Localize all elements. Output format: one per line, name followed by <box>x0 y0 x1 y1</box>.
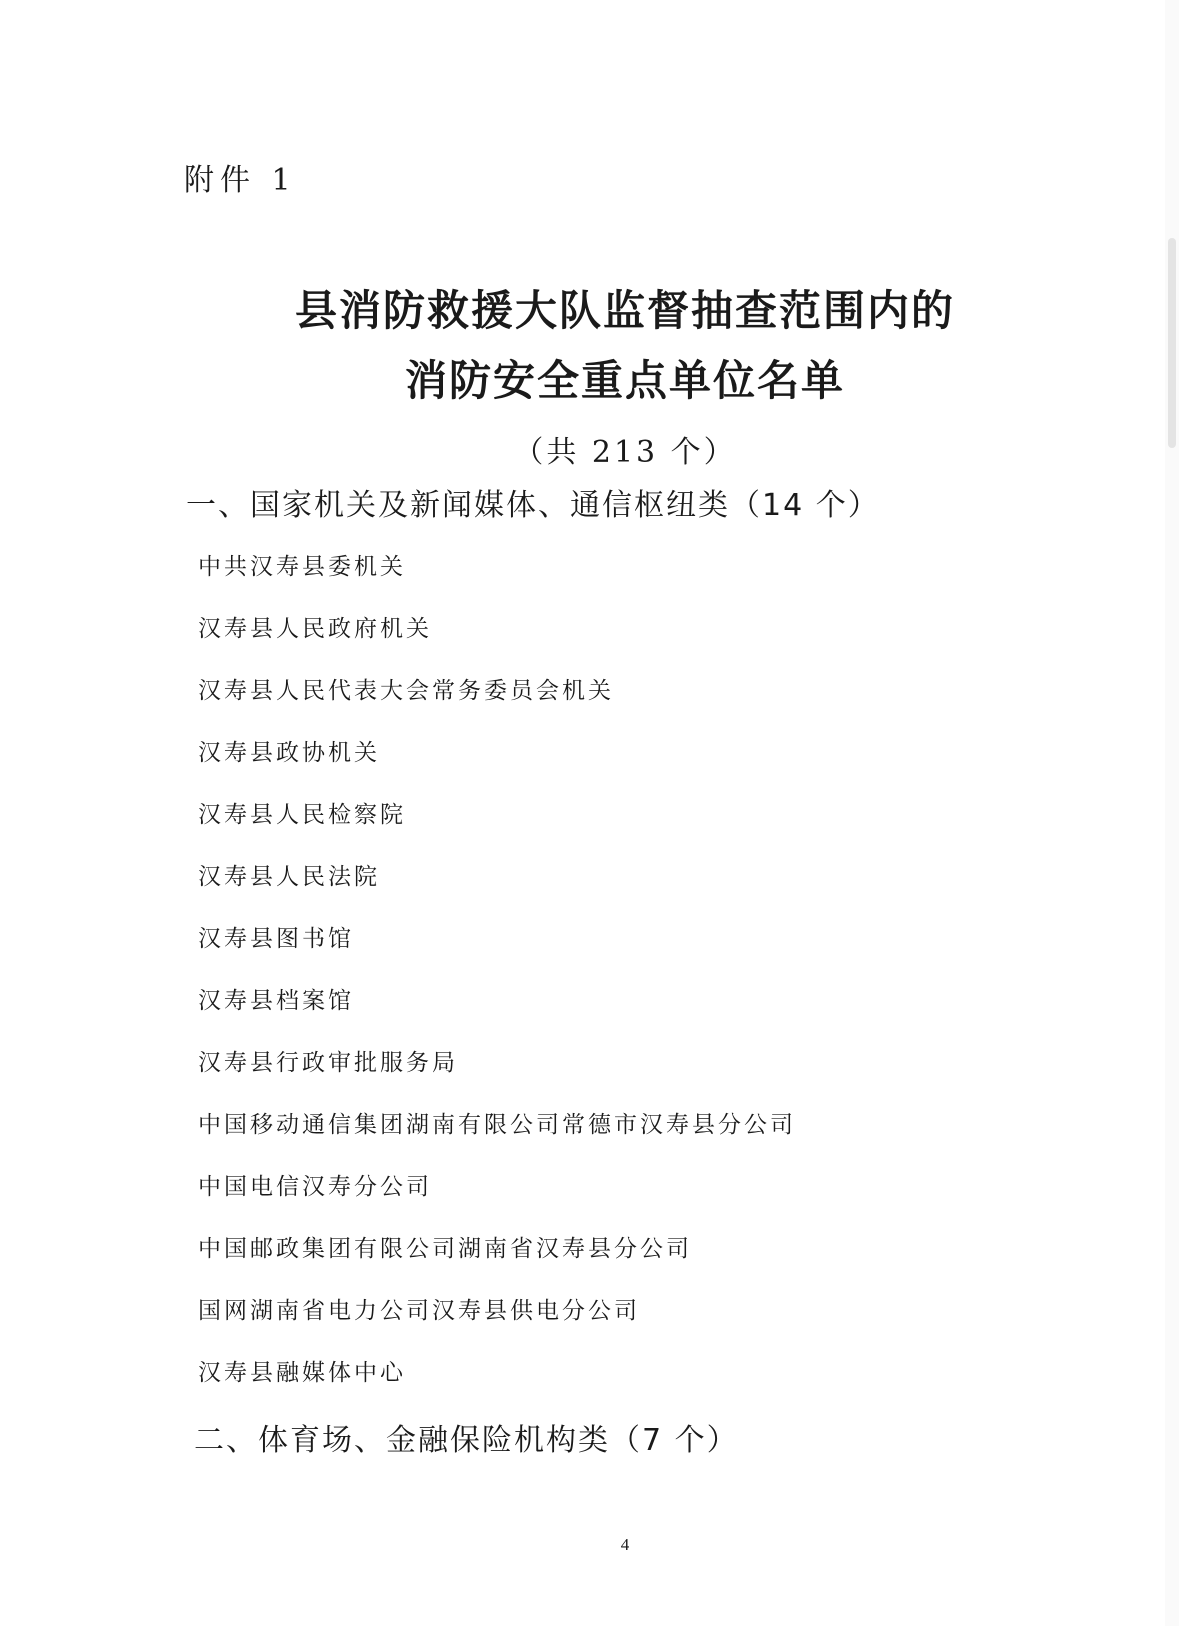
attachment-label: 附件 1 <box>184 163 297 198</box>
list-item: 汉寿县人民代表大会常务委员会机关 <box>198 678 614 704</box>
list-item: 汉寿县融媒体中心 <box>198 1360 406 1386</box>
total-count: （共 213 个） <box>513 435 737 470</box>
section-heading-2: 二、体育场、金融保险机构类（7 个） <box>194 1423 739 1458</box>
scrollbar-track[interactable] <box>1165 0 1179 1626</box>
page-number: 4 <box>620 1535 630 1554</box>
list-item: 中共汉寿县委机关 <box>198 554 406 580</box>
list-item: 汉寿县人民政府机关 <box>198 616 432 642</box>
list-item: 中国邮政集团有限公司湖南省汉寿县分公司 <box>198 1236 692 1262</box>
list-item: 中国移动通信集团湖南有限公司常德市汉寿县分公司 <box>198 1112 796 1138</box>
section-heading-1: 一、国家机关及新闻媒体、通信枢纽类（14 个） <box>186 488 880 523</box>
list-item: 国网湖南省电力公司汉寿县供电分公司 <box>198 1298 640 1324</box>
unit-list <box>198 548 796 1416</box>
list-item: 汉寿县图书馆 <box>198 926 354 952</box>
list-item: 汉寿县行政审批服务局 <box>198 1050 458 1076</box>
scrollbar-thumb[interactable] <box>1168 238 1176 448</box>
document-title-line-2: 消防安全重点单位名单 <box>404 356 845 405</box>
list-item: 汉寿县人民法院 <box>198 864 380 890</box>
list-item: 中国电信汉寿分公司 <box>198 1174 432 1200</box>
list-item: 汉寿县人民检察院 <box>198 802 406 828</box>
list-item: 汉寿县政协机关 <box>198 740 380 766</box>
document-title-line-1: 县消防救援大队监督抽查范围内的 <box>294 286 955 335</box>
list-item: 汉寿县档案馆 <box>198 988 354 1014</box>
